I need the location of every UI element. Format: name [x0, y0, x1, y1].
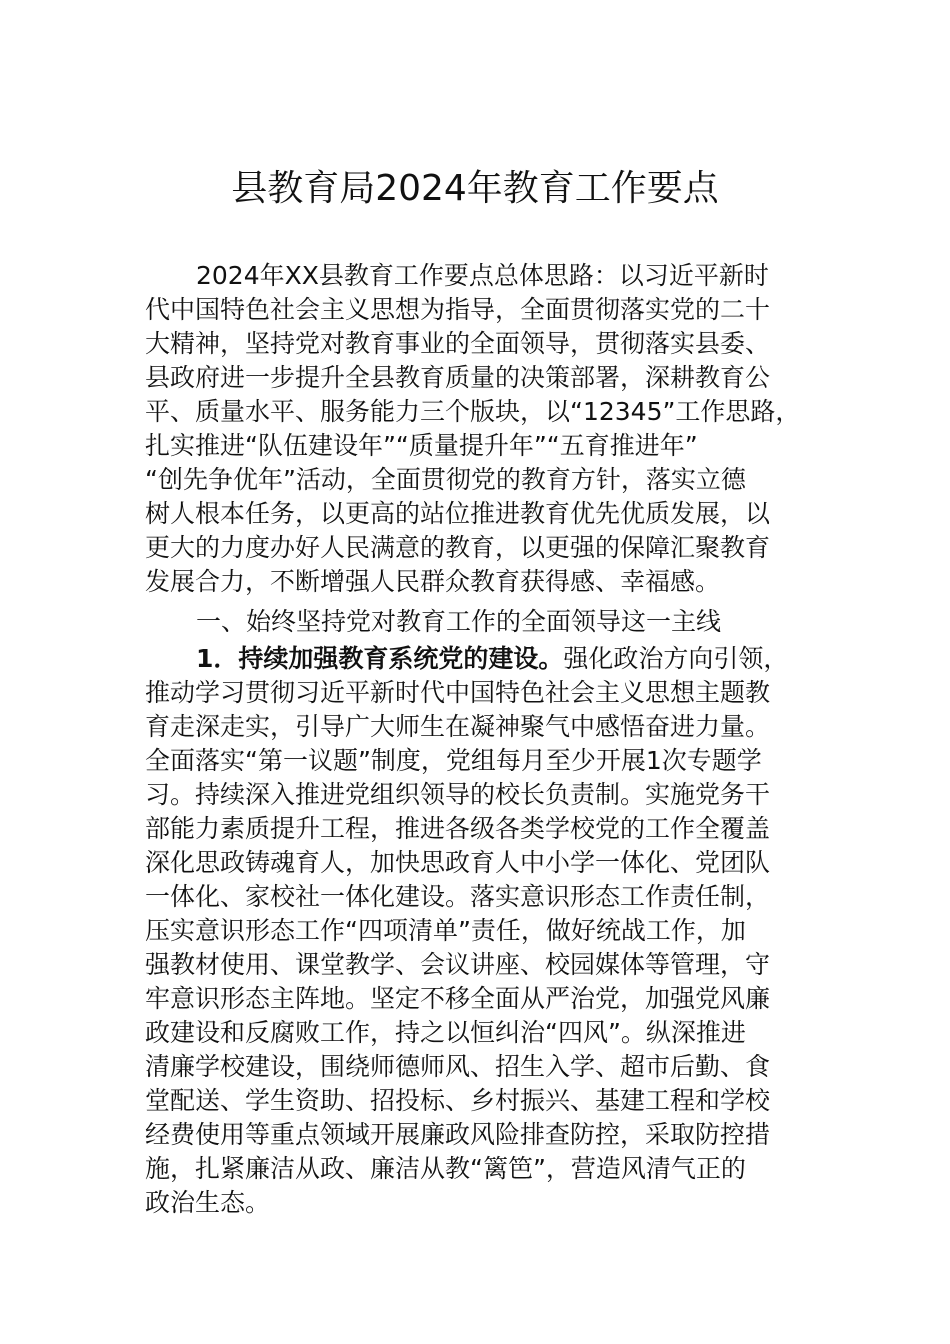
section-heading: 一、始终坚持党对教育工作的全面领导这一主线 — [196, 607, 722, 636]
item-heading-line — [196, 642, 810, 676]
body-line: 习。持续深入推进党组织领导的校长负责制。实施党务干 — [145, 780, 771, 809]
body-line: 经费使用等重点领域开展廉政风险排查防控，采取防控措 — [145, 1120, 771, 1149]
body-line: 平、质量水平、服务能力三个版块，以“12345”工作思路， — [145, 397, 801, 426]
body-line: 扎实推进“队伍建设年”“质量提升年”“五育推进年” — [145, 431, 698, 460]
body-line: 堂配送、学生资助、招投标、乡村振兴、基建工程和学校 — [145, 1086, 771, 1115]
body-line: 2024年XX县教育工作要点总体思路：以习近平新时 — [196, 261, 769, 290]
body-line: 推动学习贯彻习近平新时代中国特色社会主义思想主题教 — [145, 678, 771, 707]
body-line: 政治生态。 — [145, 1188, 271, 1217]
body-line: 发展合力，不断增强人民群众教育获得感、幸福感。 — [145, 567, 721, 596]
body-line: 施，扎紧廉洁从政、廉洁从教“篱笆”，营造风清气正的 — [145, 1154, 746, 1183]
body-line: 牢意识形态主阵地。坚定不移全面从严治党，加强党风廉 — [145, 984, 771, 1013]
body-line: 强教材使用、课堂教学、会议讲座、校园媒体等管理，守 — [145, 950, 771, 979]
body-line: 县政府进一步提升全县教育质量的决策部署，深耕教育公 — [145, 363, 771, 392]
document-title: 县教育局2024年教育工作要点 — [231, 168, 719, 209]
item-text: 强化政治方向引领， — [563, 644, 789, 673]
body-line: 更大的力度办好人民满意的教育，以更强的保障汇聚教育 — [145, 533, 771, 562]
body-line: 全面落实“第一议题”制度，党组每月至少开展1次专题学 — [145, 746, 762, 775]
body-line: “创先争优年”活动，全面贯彻党的教育方针，落实立德 — [145, 465, 746, 494]
body-line: 代中国特色社会主义思想为指导，全面贯彻落实党的二十 — [145, 295, 771, 324]
body-line: 树人根本任务，以更高的站位推进教育优先优质发展，以 — [145, 499, 771, 528]
body-line: 清廉学校建设，围绕师德师风、招生入学、超市后勤、食 — [145, 1052, 771, 1081]
body-line: 深化思政铸魂育人，加快思政育人中小学一体化、党团队 — [145, 848, 771, 877]
body-line: 政建设和反腐败工作，持之以恒纠治“四风”。纵深推进 — [145, 1018, 746, 1047]
body-line: 育走深走实，引导广大师生在凝神聚气中感悟奋进力量。 — [145, 712, 771, 741]
body-line: 压实意识形态工作“四项清单”责任，做好统战工作，加 — [145, 916, 746, 945]
item-heading: 1．持续加强教育系统党的建设。 — [196, 644, 564, 673]
body-line: 部能力素质提升工程，推进各级各类学校党的工作全覆盖 — [145, 814, 771, 843]
body-line: 大精神，坚持党对教育事业的全面领导，贯彻落实县委、 — [145, 329, 771, 358]
body-line: 一体化、家校社一体化建设。落实意识形态工作责任制， — [145, 882, 771, 911]
